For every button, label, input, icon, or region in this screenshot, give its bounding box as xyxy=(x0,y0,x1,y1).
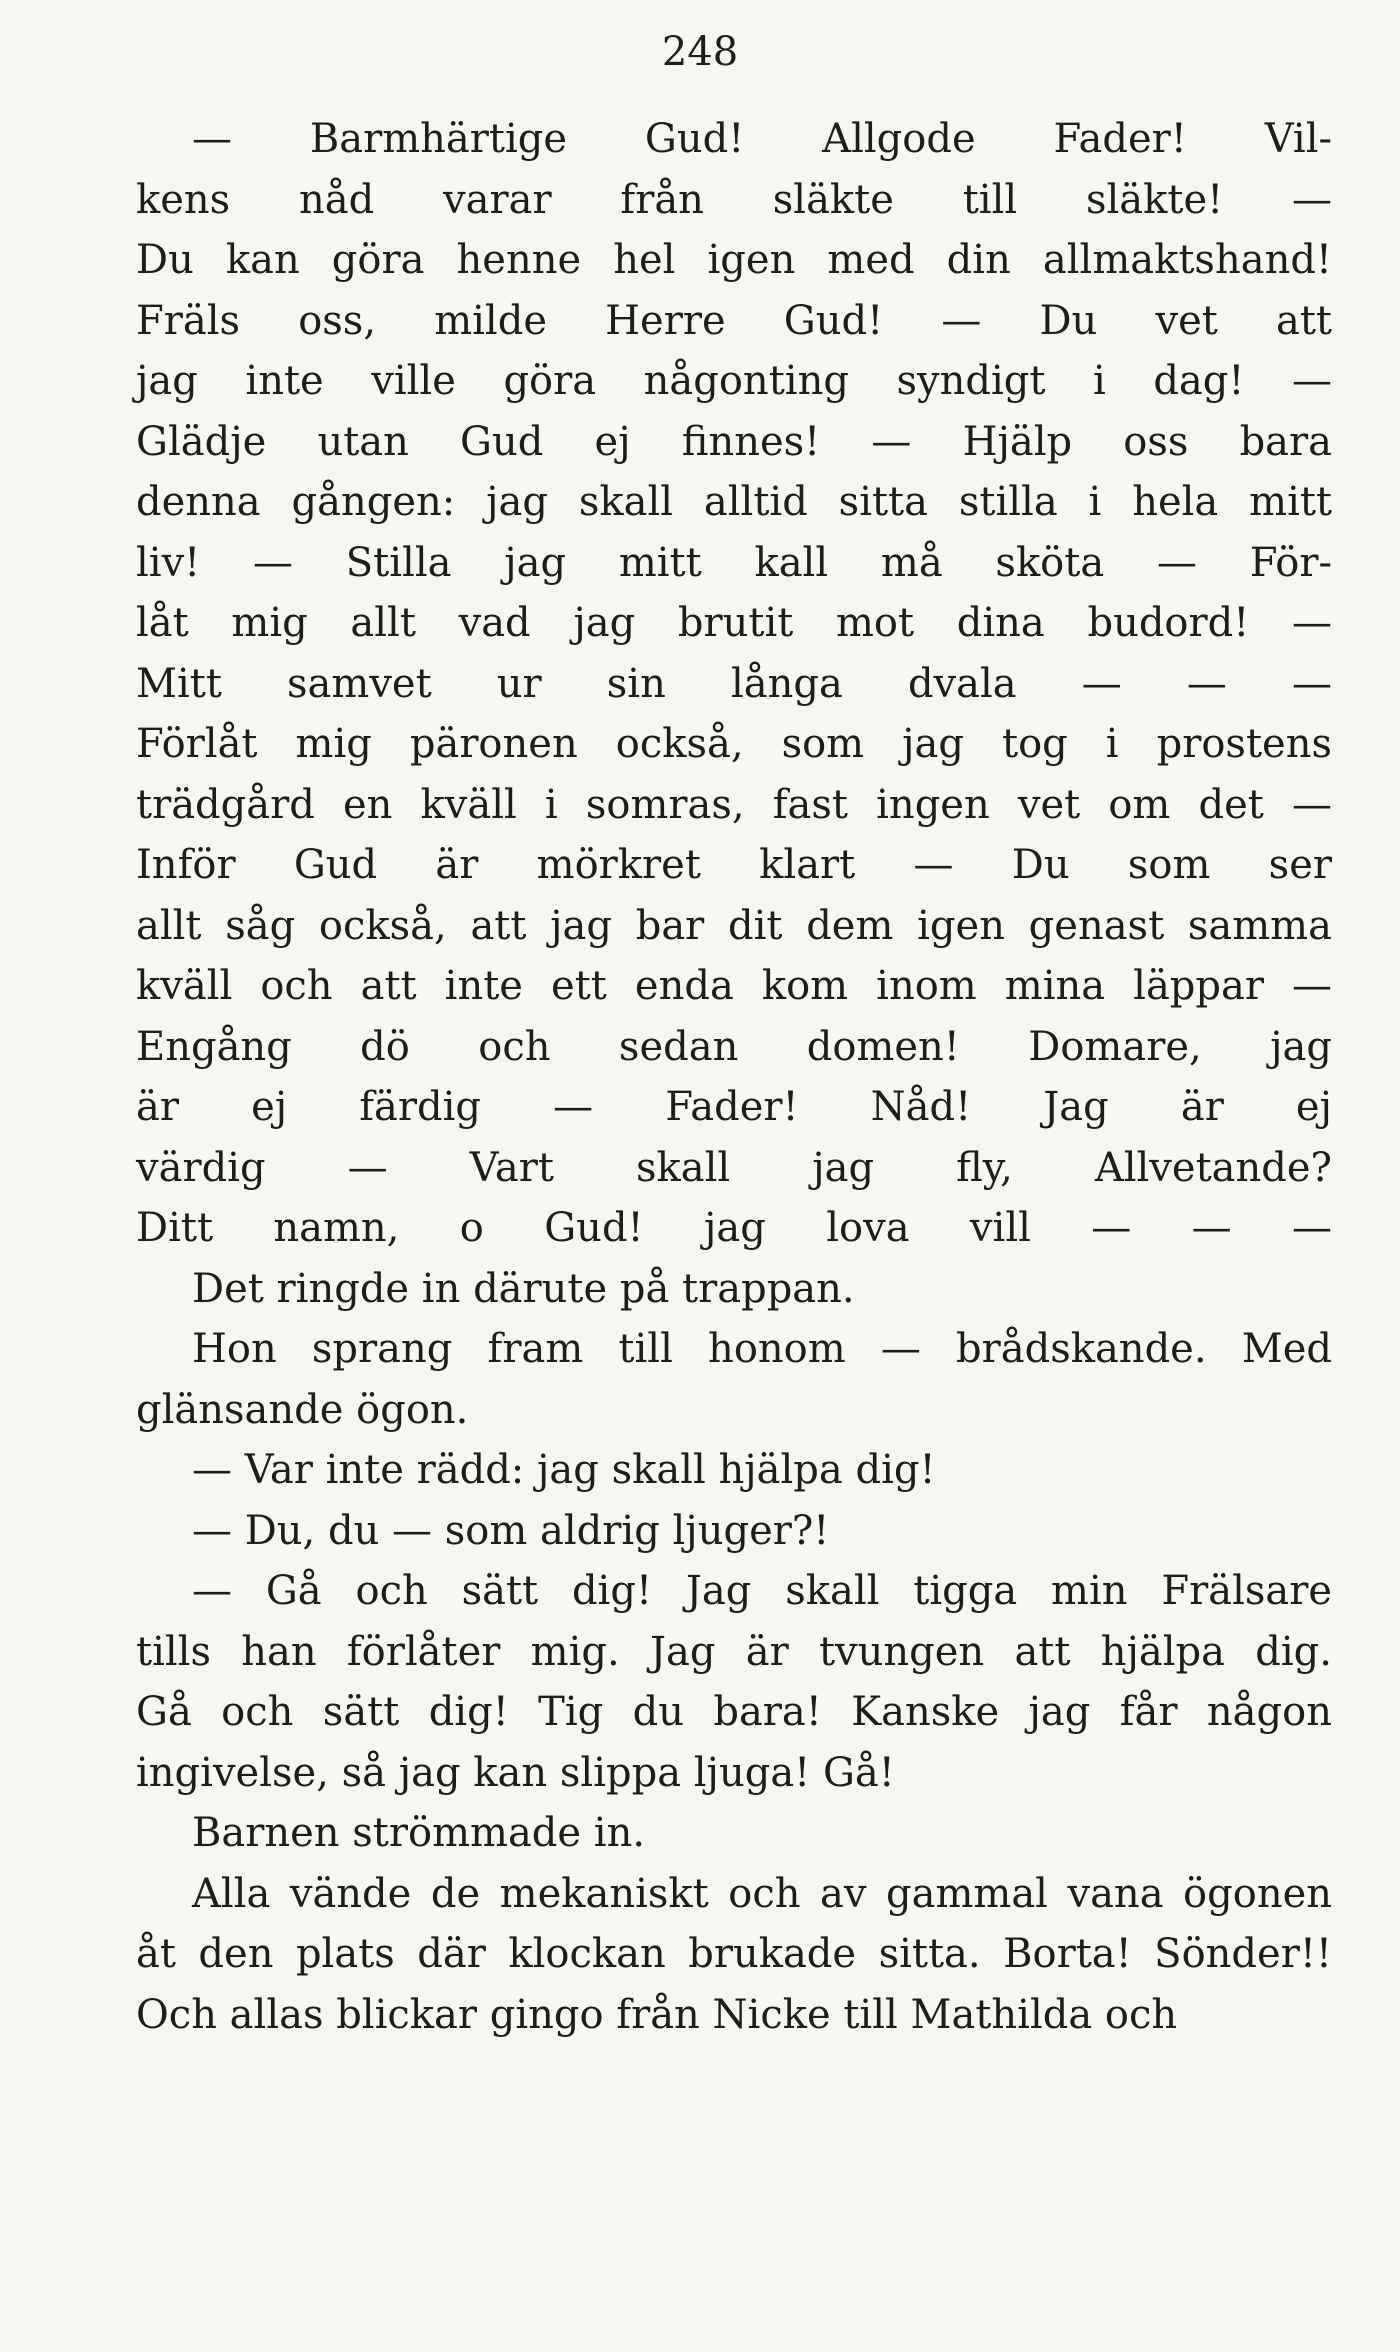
text-line: — Var inte rädd: jag skall hjälpa dig! xyxy=(192,1447,936,1493)
text-line: Ditt namn, o Gud! jag lova vill — — — xyxy=(136,1205,1333,1251)
text-line: jag inte ville göra någonting syndigt i dag! — xyxy=(136,358,1333,404)
text-line: Barnen strömmade in. xyxy=(192,1810,646,1856)
text-line: denna gången: jag skall alltid sitta stilla i hela mitt xyxy=(136,479,1333,525)
text-line: Och allas blickar gingo från Nicke till Mathilda och xyxy=(136,1991,1178,2038)
text-line: är ej färdig — Fader! Nåd! Jag är ej xyxy=(136,1084,1332,1130)
text-line: Engång dö och sedan domen! Domare, jag xyxy=(136,1023,1332,1070)
text-line: Inför Gud är mörkret klart — Du som ser xyxy=(136,842,1332,888)
text-line: — Barmhärtige Gud! Allgode Fader! Vil- xyxy=(192,116,1333,162)
text-line: liv! — Stilla jag mitt kall må sköta — För- xyxy=(136,539,1332,586)
text-line: — Gå och sätt dig! Jag skall tigga min Frälsare xyxy=(192,1568,1333,1614)
text-line: kväll och att inte ett enda kom inom mina läppar — xyxy=(136,963,1333,1009)
page-number: 248 xyxy=(661,29,739,75)
text-line: allt såg också, att jag bar dit dem igen genast samma xyxy=(136,902,1332,949)
text-line: tills han förlåter mig. Jag är tvungen att hjälpa dig. xyxy=(136,1628,1332,1675)
text-line: Glädje utan Gud ej finnes! — Hjälp oss bara xyxy=(136,418,1332,465)
text-line: Mitt samvet ur sin långa dvala — — — xyxy=(136,660,1332,707)
text-line: Hon sprang fram till honom — brådskande. Med xyxy=(192,1326,1332,1372)
text-line: — Du, du — som aldrig ljuger?! xyxy=(192,1507,830,1554)
text-line: Du kan göra henne hel igen med din allmaktshand! xyxy=(136,237,1333,283)
text-line: trädgård en kväll i somras, fast ingen vet om det — xyxy=(136,781,1332,828)
text-line: åt den plats där klockan brukade sitta. Borta! Sönder!! xyxy=(136,1931,1332,1977)
body-text xyxy=(136,109,1332,2045)
text-line: låt mig allt vad jag brutit mot dina budord! — xyxy=(136,600,1332,646)
text-line: ingivelse, så jag kan slippa ljuga! Gå! xyxy=(136,1749,895,1796)
text-line: Det ringde in därute på trappan. xyxy=(192,1265,855,1312)
text-line: glänsande ögon. xyxy=(136,1386,469,1433)
text-line: Förlåt mig päronen också, som jag tog i prostens xyxy=(136,721,1332,767)
text-line: kens nåd varar från släkte till släkte! — xyxy=(136,176,1333,223)
text-line: värdig — Vart skall jag fly, Allvetande? xyxy=(136,1144,1332,1191)
text-line: Alla vände de mekaniskt och av gammal vana ögonen xyxy=(192,1870,1333,1917)
text-line: Gå och sätt dig! Tig du bara! Kanske jag får någon xyxy=(136,1689,1332,1735)
text-line: Fräls oss, milde Herre Gud! — Du vet att xyxy=(136,297,1332,344)
